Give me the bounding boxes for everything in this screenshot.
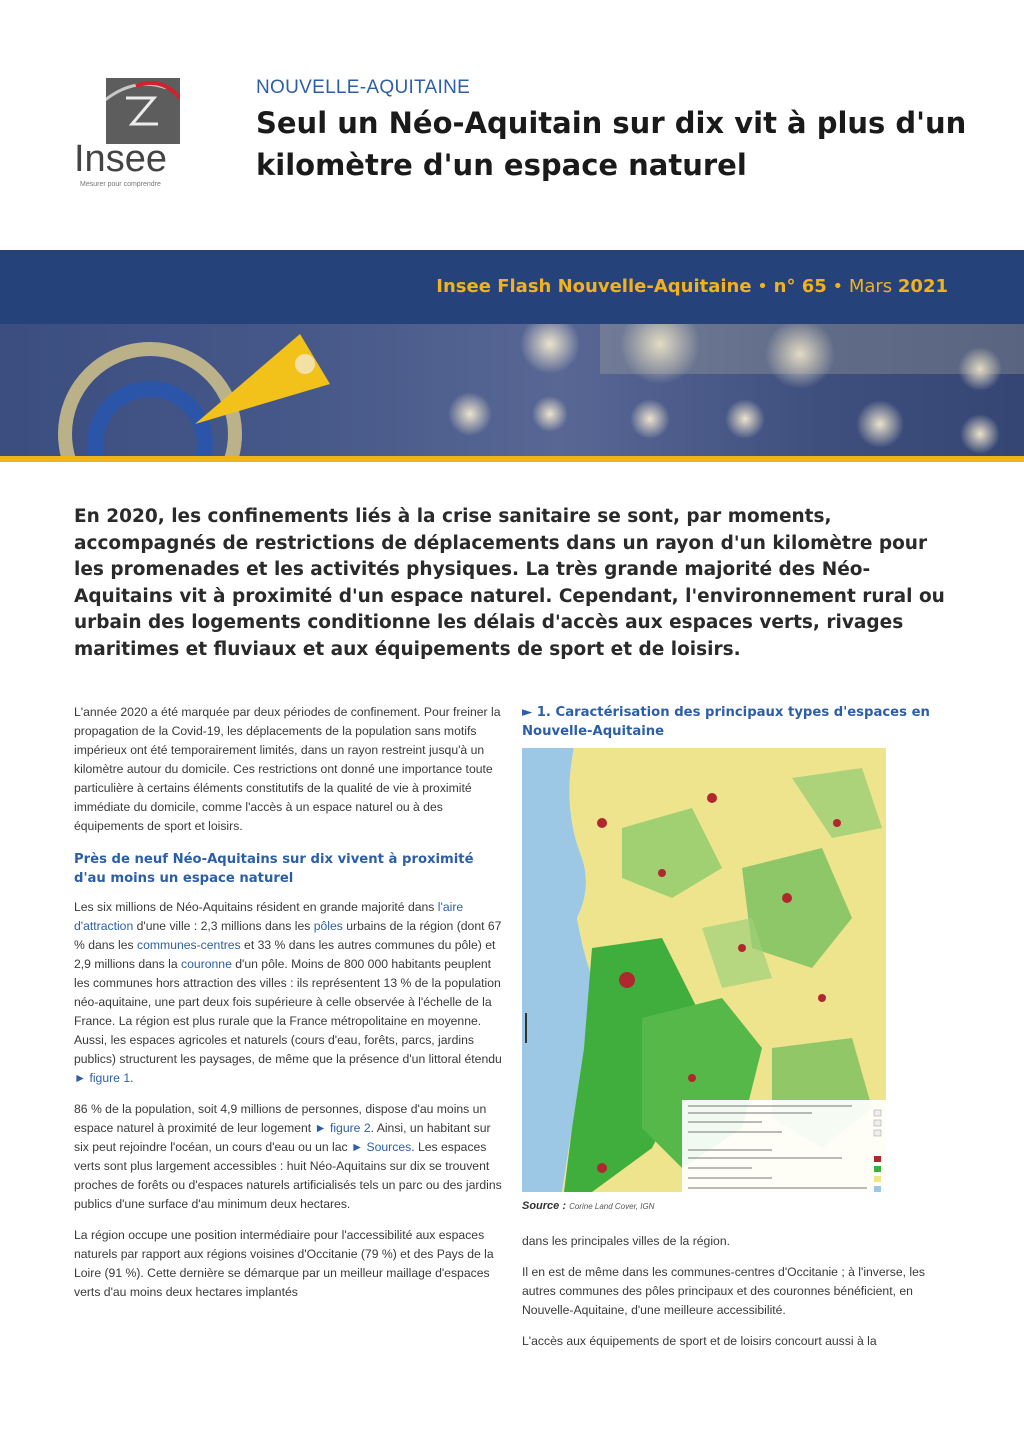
header-photo (0, 324, 1024, 458)
link-couronne[interactable]: couronne (181, 957, 232, 971)
intro-paragraph: L'année 2020 a été marquée par deux périodes de confinement. Pour freiner la propagation de la Covid-19, les déplacements de la population sans motifs impérieux ont été temporairement limités, dans un rayon restreint jusqu'à un kilomètre autour du domicile. Ces restrictions ont donné une importance toute particulière à certains éléments constitutifs de la qualité de vie à proximité immédiate du domicile, comme l'accès à un espace naturel ou à des équipements de sport et loisirs. (74, 705, 501, 833)
text: 86 % de la population, soit 4,9 millions de personnes, dispose d'au moins un espace naturel à proximité de leur logement (74, 1102, 487, 1135)
link-aire-attraction[interactable]: l'aire d'attraction (74, 900, 464, 933)
text: et 33 % dans les autres communes du pôle) et 2,9 millions dans la (74, 938, 496, 971)
text: d'un pôle. Moins de 800 000 habitants peuplent les communes hors attraction des villes : ils représentent 13 % de la population néo-aquitaine, une part deux fois supérieure à celle observée à l'échelle de la France. La région est plus rurale que la France métropolitaine en moyenne. Aussi, les espaces agricoles et naturels (cours d'eau, forêts, parcs, jardins publics) structurent les paysages, de même que la présence d'un littoral étendu (74, 957, 502, 1066)
separator: • (826, 276, 849, 297)
source-text: Corine Land Cover, IGN (569, 1202, 655, 1211)
figure-source (522, 1200, 654, 1212)
region-label: NOUVELLE-AQUITAINE (256, 77, 471, 98)
body-paragraph: Il en est de même dans les communes-centres d'Occitanie ; à l'inverse, les autres communes des pôles principaux et des couronnes bénéficient, en Nouvelle-Aquitaine, d'une meilleure accessibilité. (522, 1265, 925, 1317)
logo-tagline: Mesurer pour comprendre (80, 181, 161, 188)
body-paragraph (74, 898, 504, 1088)
link-poles[interactable]: pôles (313, 919, 343, 933)
lead-paragraph: En 2020, les confinements liés à la crise sanitaire se sont, par moments, accompagnés de restrictions de déplacements dans un rayon d'un kilomètre pour les promenades et les activités physiques. La très grande majorité des Néo-Aquitains vit à proximité d'un espace naturel. Cependant, l'environnement rural ou urbain des logements conditionne les délais d'accès aux espaces verts, rivages maritimes et fluviaux et aux équipements de sport et de loisirs. (74, 506, 945, 660)
section-heading: Près de neuf Néo-Aquitains sur dix vivent à proximité d'au moins un espace naturel (74, 852, 474, 886)
text: . (130, 1071, 134, 1085)
issue-month: Mars (848, 276, 898, 297)
issue-number: n° 65 (773, 276, 827, 297)
body-paragraph: dans les principales villes de la région. (522, 1234, 730, 1248)
separator: • (751, 276, 774, 297)
body-paragraph: La région occupe une position intermédiaire pour l'accessibilité aux espaces naturels par rapport aux régions voisines d'Occitanie (79 %) et des Pays de la Loire (91 %). Cette dernière se démarque par un meilleur maillage d'espaces verts d'au moins deux hectares implantés (74, 1228, 494, 1299)
land-cover-map (522, 748, 886, 1192)
series-name: Insee Flash Nouvelle-Aquitaine (436, 276, 752, 297)
right-column (522, 1232, 942, 1363)
logo-wordmark: Insee (74, 138, 167, 180)
body-paragraph: L'accès aux équipements de sport et de loisirs concourt aussi à la (522, 1334, 877, 1348)
insee-logo (74, 78, 186, 190)
left-column (74, 703, 504, 1314)
source-label: Source : (522, 1200, 567, 1212)
link-figure-1[interactable]: ► figure 1 (74, 1071, 131, 1085)
link-communes-centres[interactable]: communes-centres (137, 938, 241, 952)
link-figure-2[interactable]: ► figure 2 (314, 1121, 371, 1135)
publication-banner (0, 250, 1024, 324)
text: d'une ville : 2,3 millions dans les (133, 919, 314, 933)
body-paragraph (74, 1100, 504, 1214)
logo-mark (106, 78, 180, 144)
text: . Les espaces verts sont plus largement accessibles : huit Néo-Aquitains sur dix se trouvent proches de forêts ou d'espaces naturels artificialisés tels un parc ou des jardins publics d'une surface d'au minimum deux hectares. (74, 1140, 502, 1211)
publication-reference (436, 276, 948, 297)
accent-line (0, 456, 1024, 462)
text: urbains de la région (dont 67 % dans les (74, 919, 502, 952)
figure-title: ► 1. Caractérisation des principaux types d'espaces en Nouvelle-Aquitaine (522, 705, 930, 739)
text: Les six millions de Néo-Aquitains résident en grande majorité dans (74, 900, 438, 914)
page-title: Seul un Néo-Aquitain sur dix vit à plus d'un kilomètre d'un espace naturel (256, 106, 967, 182)
text: . Ainsi, un habitant sur six peut rejoindre l'océan, un cours d'eau ou un lac (74, 1121, 491, 1154)
issue-year: 2021 (897, 276, 948, 297)
link-sources[interactable]: ► Sources (351, 1140, 412, 1154)
